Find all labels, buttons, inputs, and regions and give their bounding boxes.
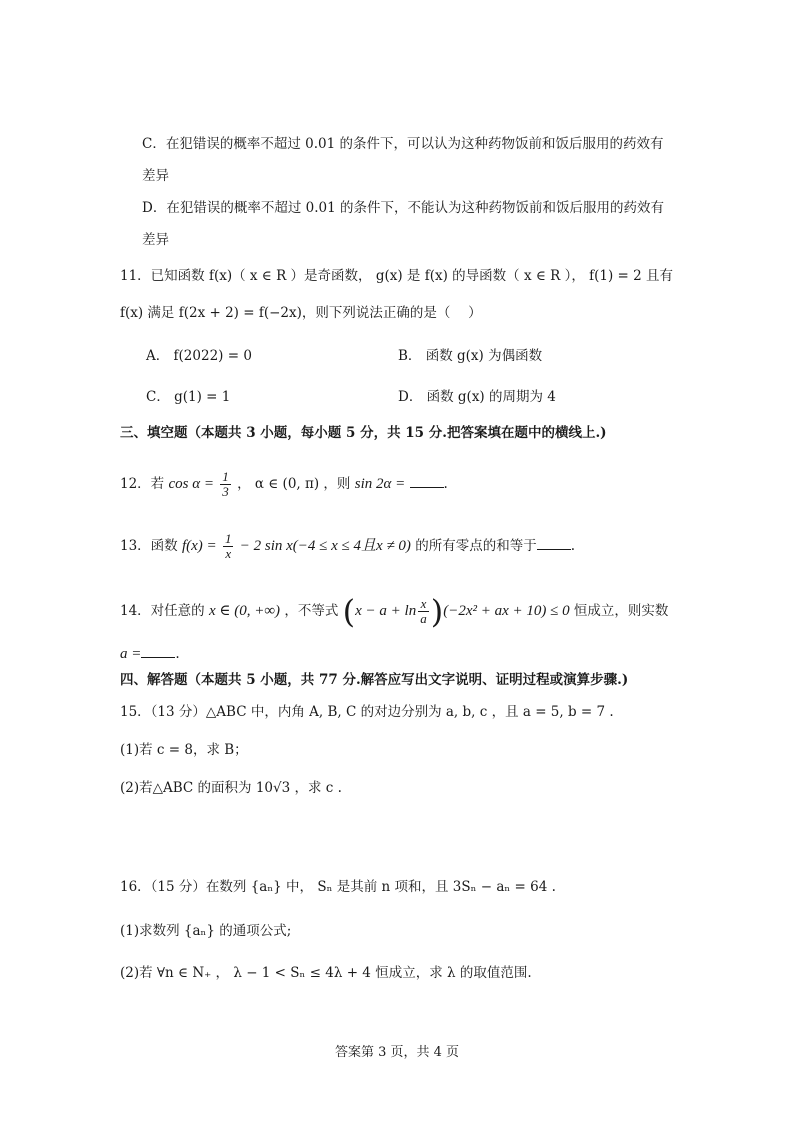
q12-period: . (443, 476, 448, 492)
q15-part1: (1)若 c = 8，求 B； (120, 742, 248, 758)
q13-answer-blank[interactable] (537, 535, 571, 550)
q13-line (120, 532, 575, 561)
q14-period: . (175, 646, 180, 662)
q16-part2: (2)若 ∀n ∈ N₊ ， λ − 1 < Sₙ ≤ 4λ + 4 恒成立，求 λ 的取值范围. (120, 965, 532, 981)
q11-option-a: A． f(2022) = 0 (146, 348, 252, 364)
q14-part1: x − a + ln (355, 603, 417, 619)
section-3-heading: 三、填空题（本题共 3 小题，每小题 5 分，共 15 分.把答案填在题中的横线上.) (120, 425, 607, 441)
q14-fraction (418, 597, 429, 626)
q14-middle: ，不等式 (284, 603, 339, 619)
q12-prefix: 12．若 (120, 476, 165, 492)
section-4-heading: 四、解答题（本题共 5 小题，共 77 分.解答应写出文字说明、证明过程或演算步骤.) (120, 672, 629, 688)
q14-frac-den: a (420, 611, 427, 626)
q13-frac-num: 1 (224, 531, 232, 546)
q15-stem: 15．（13 分）△ABC 中，内角 A, B, C 的对边分别为 a, b, c ，且 a = 5, b = 7 . (120, 704, 614, 720)
q14-line2 (120, 643, 180, 664)
q16-stem: 16．（15 分）在数列 {aₙ} 中， Sₙ 是其前 n 项和，且 3Sₙ − aₙ = 64 . (120, 879, 556, 895)
q15-part2: (2)若△ABC 的面积为 10√3 ，求 c . (120, 780, 342, 796)
q11-stem-line1: 11．已知函数 f(x)（ x ∈ R ）是奇函数， g(x) 是 f(x) 的导函数（ x ∈ R ）， f(1) = 2 且有 (120, 268, 674, 284)
q12-line (120, 470, 448, 499)
q14-right-paren: ) (430, 592, 444, 631)
q10-option-c-line2: 差异 (142, 168, 169, 184)
q12-fraction (220, 470, 231, 499)
q10-option-c-line1: C．在犯错误的概率不超过 0.01 的条件下，可以认为这种药物饭前和饭后服用的药效有 (142, 136, 664, 152)
q12-frac-num: 1 (222, 469, 229, 484)
q14-line1 (120, 592, 669, 631)
q10-option-d-line1: D．在犯错误的概率不超过 0.01 的条件下，不能认为这种药物饭前和饭后服用的药效有 (142, 200, 664, 216)
q14-frac-num: x (418, 597, 429, 612)
q12-frac-den: 3 (222, 484, 229, 499)
q12-answer-blank[interactable] (410, 473, 444, 488)
q14-a-equals: a = (120, 646, 142, 662)
q13-prefix: 13．函数 (120, 538, 178, 554)
q13-frac-den: x (225, 546, 232, 561)
q11-option-b: B． 函数 g(x) 为偶函数 (398, 348, 543, 364)
q12-cos: cos α = (168, 476, 214, 492)
q12-middle: ， α ∈ (0, π) ，则 (237, 476, 351, 492)
page-footer: 答案第 3 页，共 4 页 (334, 1045, 460, 1060)
q13-fx: f(x) = (181, 538, 217, 554)
q14-suffix: 恒成立，则实数 (573, 603, 669, 619)
q11-option-c: C． g(1) = 1 (146, 389, 231, 405)
q14-left-paren: ( (342, 592, 356, 631)
q11-option-d: D． 函数 g(x) 的周期为 4 (398, 389, 556, 405)
q13-suffix: 的所有零点的和等于 (415, 538, 537, 554)
q10-option-d-line2: 差异 (142, 232, 169, 248)
q14-part2: (−2x² + ax + 10) ≤ 0 (443, 603, 570, 619)
q14-domain: x ∈ (0, +∞) (208, 603, 281, 619)
q13-fraction (223, 532, 234, 561)
q13-period: . (570, 538, 576, 554)
q13-expression: − 2 sin x(−4 ≤ x ≤ 4且x ≠ 0) (239, 538, 411, 554)
q12-sin: sin 2α = (354, 476, 406, 492)
q11-stem-line2: f(x) 满足 f(2x + 2) = f(−2x)，则下列说法正确的是（ ） (120, 305, 482, 321)
q14-prefix: 14．对任意的 (120, 603, 205, 619)
q14-answer-blank[interactable] (141, 643, 175, 658)
q16-part1: (1)求数列 {aₙ} 的通项公式; (120, 923, 292, 939)
